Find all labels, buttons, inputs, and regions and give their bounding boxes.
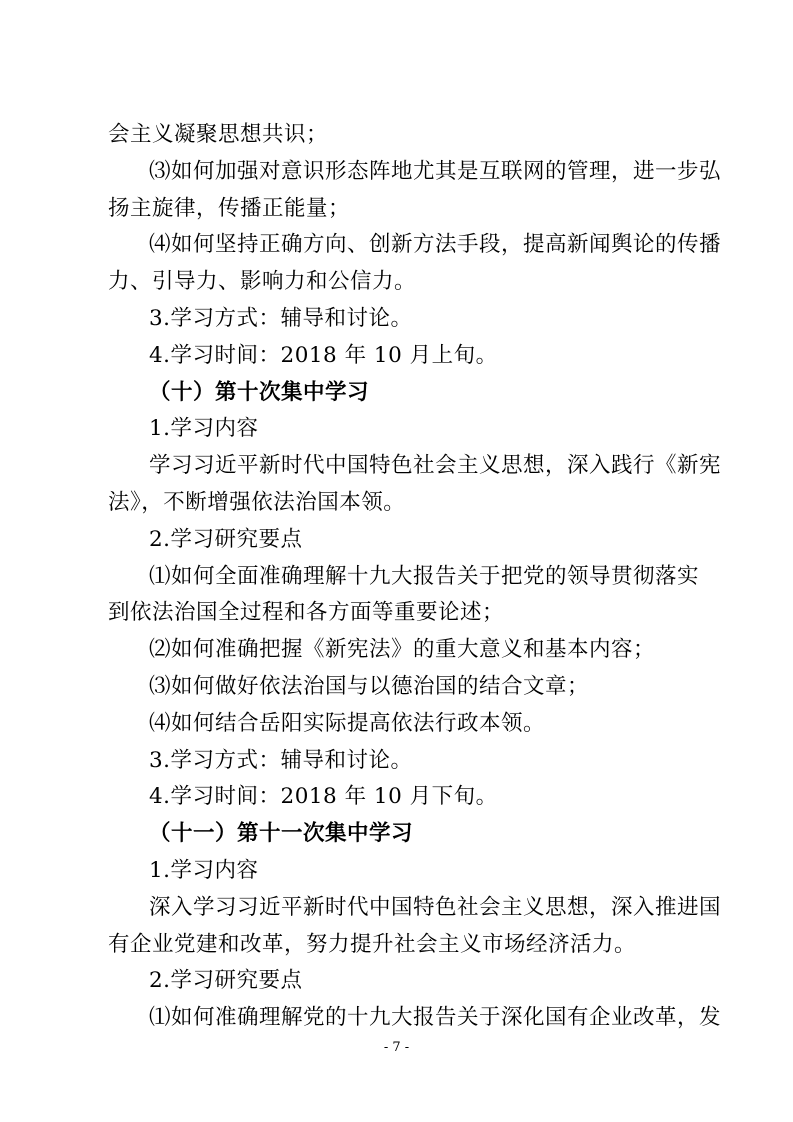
list-item-1: ⑴如何准确理解党的十九大报告关于深化国有企业改革，发 (149, 1005, 722, 1031)
subheading-key-points: 2.学习研究要点 (149, 968, 303, 994)
list-item-1: ⑴如何全面准确理解十九大报告关于把党的领导贯彻落实 (149, 563, 700, 589)
paragraph-line: 会主义凝聚思想共识； (108, 122, 329, 147)
list-item-3: ⑶如何做好依法治国与以德治国的结合文章； (149, 674, 590, 699)
paragraph-line: 学习习近平新时代中国特色社会主义思想，深入践行《新宪 (149, 453, 722, 479)
paragraph-line: 力、引导力、影响力和公信力。 (108, 269, 417, 295)
study-time: 4.学习时间：2018 年 10 月下旬。 (149, 784, 498, 810)
list-item-2: ⑵如何准确把握《新宪法》的重大意义和基本内容； (149, 637, 656, 663)
subheading-study-content: 1.学习内容 (149, 858, 259, 883)
paragraph-line: 法》，不断增强依法治国本领。 (108, 490, 406, 515)
study-method: 3.学习方式：辅导和讨论。 (149, 747, 413, 773)
paragraph-line: 有企业党建和改革，努力提升社会主义市场经济活力。 (108, 931, 637, 957)
list-item-4: ⑷如何结合岳阳实际提高依法行政本领。 (149, 710, 546, 736)
section-heading: （十一）第十一次集中学习 (149, 821, 414, 847)
paragraph-line: 深入学习习近平新时代中国特色社会主义思想，深入推进国 (149, 894, 722, 920)
study-method: 3.学习方式：辅导和讨论。 (149, 306, 413, 331)
study-time: 4.学习时间：2018 年 10 月上旬。 (149, 342, 498, 368)
list-item-3: ⑶如何加强对意识形态阵地尤其是互联网的管理，进一步弘 (149, 158, 722, 184)
list-item-4: ⑷如何坚持正确方向、创新方法手段，提高新闻舆论的传播 (149, 232, 722, 258)
subheading-study-content: 1.学习内容 (149, 416, 259, 442)
section-heading: （十）第十次集中学习 (149, 379, 370, 405)
paragraph-line: 到依法治国全过程和各方面等重要论述； (108, 600, 505, 626)
subheading-key-points: 2.学习研究要点 (149, 526, 303, 552)
page-number: - 7 - (383, 1040, 410, 1055)
paragraph-line: 扬主旋律，传播正能量； (108, 195, 351, 221)
